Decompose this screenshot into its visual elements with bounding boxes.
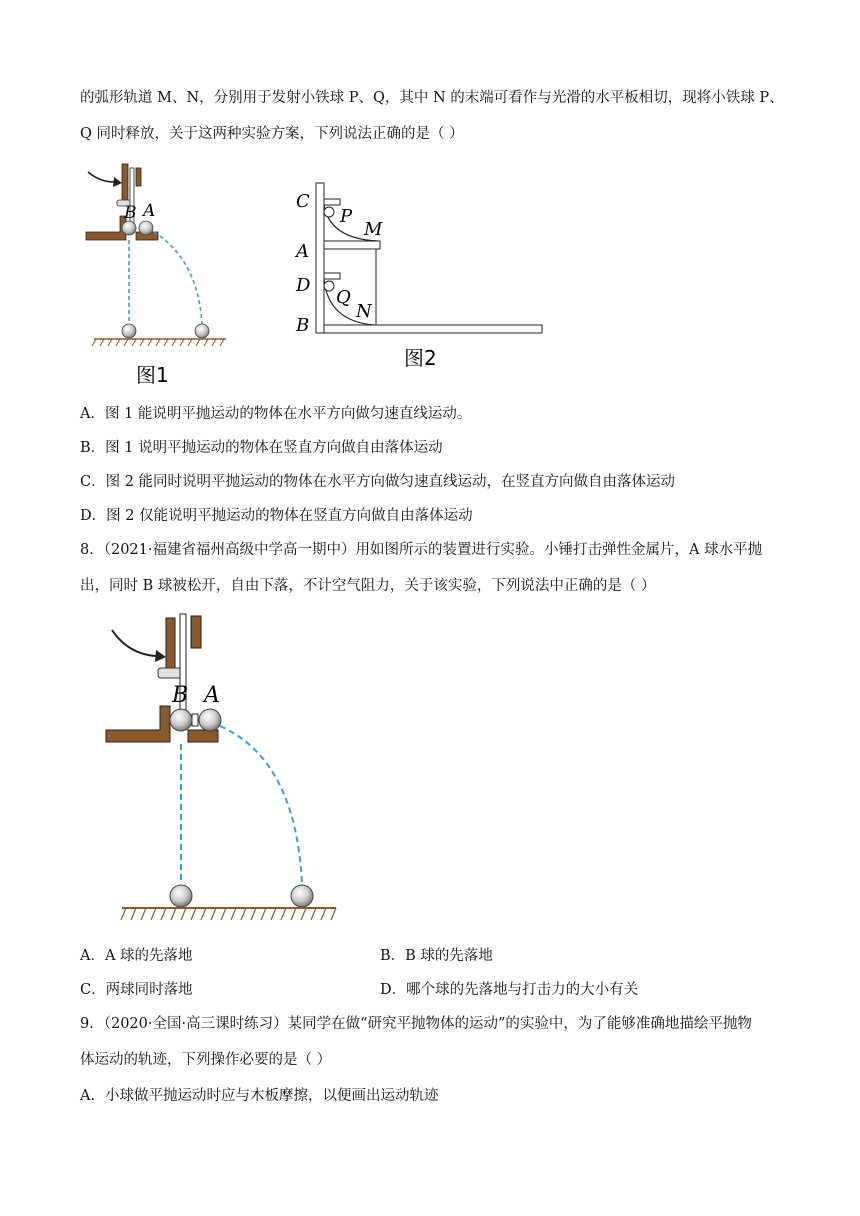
q8-text-line-1: 8．（2021·福建省福州高级中学高一期中）用如图所示的装置进行实验。小锤打击弹性金属片，A 球水平抛: [80, 542, 763, 558]
strike-arrow-icon: [112, 630, 156, 656]
ball-a: [139, 221, 153, 235]
svg-text:B: B: [296, 315, 310, 336]
q7-figure-1: [80, 160, 240, 390]
strike-arrow-icon: [88, 172, 114, 182]
ball-q: [324, 281, 334, 291]
hammer-head: [158, 668, 182, 678]
figure-1-caption: 图1: [136, 363, 169, 387]
q8-option-a: A．A 球的先落地: [80, 948, 193, 964]
ball-b: [170, 709, 192, 731]
hammer-handle: [122, 164, 128, 202]
figure-2-caption: 图2: [404, 346, 437, 370]
q8-option-c: C．两球同时落地: [80, 982, 193, 998]
q7-option-a: A．图 1 能说明平抛运动的物体在水平方向做匀速直线运动。: [80, 406, 472, 422]
label-a: A: [143, 201, 156, 221]
label-a: A: [204, 683, 220, 708]
q7-figure-2: [290, 175, 550, 375]
q8-option-b: B．B 球的先落地: [380, 948, 493, 964]
q8-figure: [100, 610, 340, 930]
svg-text:N: N: [356, 301, 372, 322]
base-bracket: [106, 706, 170, 742]
q7-option-d: D．图 2 仅能说明平抛运动的物体在竖直方向做自由落体运动: [80, 508, 473, 524]
ball-b: [122, 221, 136, 235]
q7-text-line-2: Q 同时释放，关于这两种实验方案，下列说法正确的是（ ）: [80, 126, 464, 142]
q9-text-line-1: 9．（2020·全国·高三课时练习）某同学在做“研究平抛物体的运动”的实验中，为了能够准确地描绘平抛物: [80, 1016, 752, 1032]
q8-text-line-2: 出，同时 B 球被松开，自由下落，不计空气阻力，关于该实验，下列说法中正确的是（ ）: [80, 578, 656, 594]
svg-text:Q: Q: [336, 287, 351, 308]
q9-text-line-2: 体运动的轨迹，下列操作必要的是（ ）: [80, 1052, 332, 1068]
label-b: B: [124, 203, 137, 223]
svg-text:C: C: [296, 191, 310, 212]
svg-text:P: P: [340, 206, 353, 227]
svg-text:M: M: [364, 219, 383, 240]
q9-option-a: A．小球做平抛运动时应与木板摩擦，以便画出运动轨迹: [80, 1088, 439, 1104]
hammer-handle: [166, 618, 175, 670]
ball-p: [324, 207, 334, 217]
q7-option-b: B．图 1 说明平抛运动的物体在竖直方向做自由落体运动: [80, 440, 443, 456]
label-b: B: [172, 683, 189, 708]
q7-text-line-1: 的弧形轨道 M、N，分别用于发射小铁球 P、Q，其中 N 的末端可看作与光滑的水平板相切，现将小铁球 P、: [80, 90, 784, 106]
svg-text:A: A: [296, 241, 309, 262]
q7-option-c: C．图 2 能同时说明平抛运动的物体在水平方向做匀速直线运动，在竖直方向做自由落体运动: [80, 474, 676, 490]
base-bracket: [86, 216, 126, 240]
ball-a: [199, 709, 221, 731]
svg-text:D: D: [296, 275, 311, 296]
q8-option-d: D．哪个球的先落地与打击力的大小有关: [380, 982, 639, 998]
